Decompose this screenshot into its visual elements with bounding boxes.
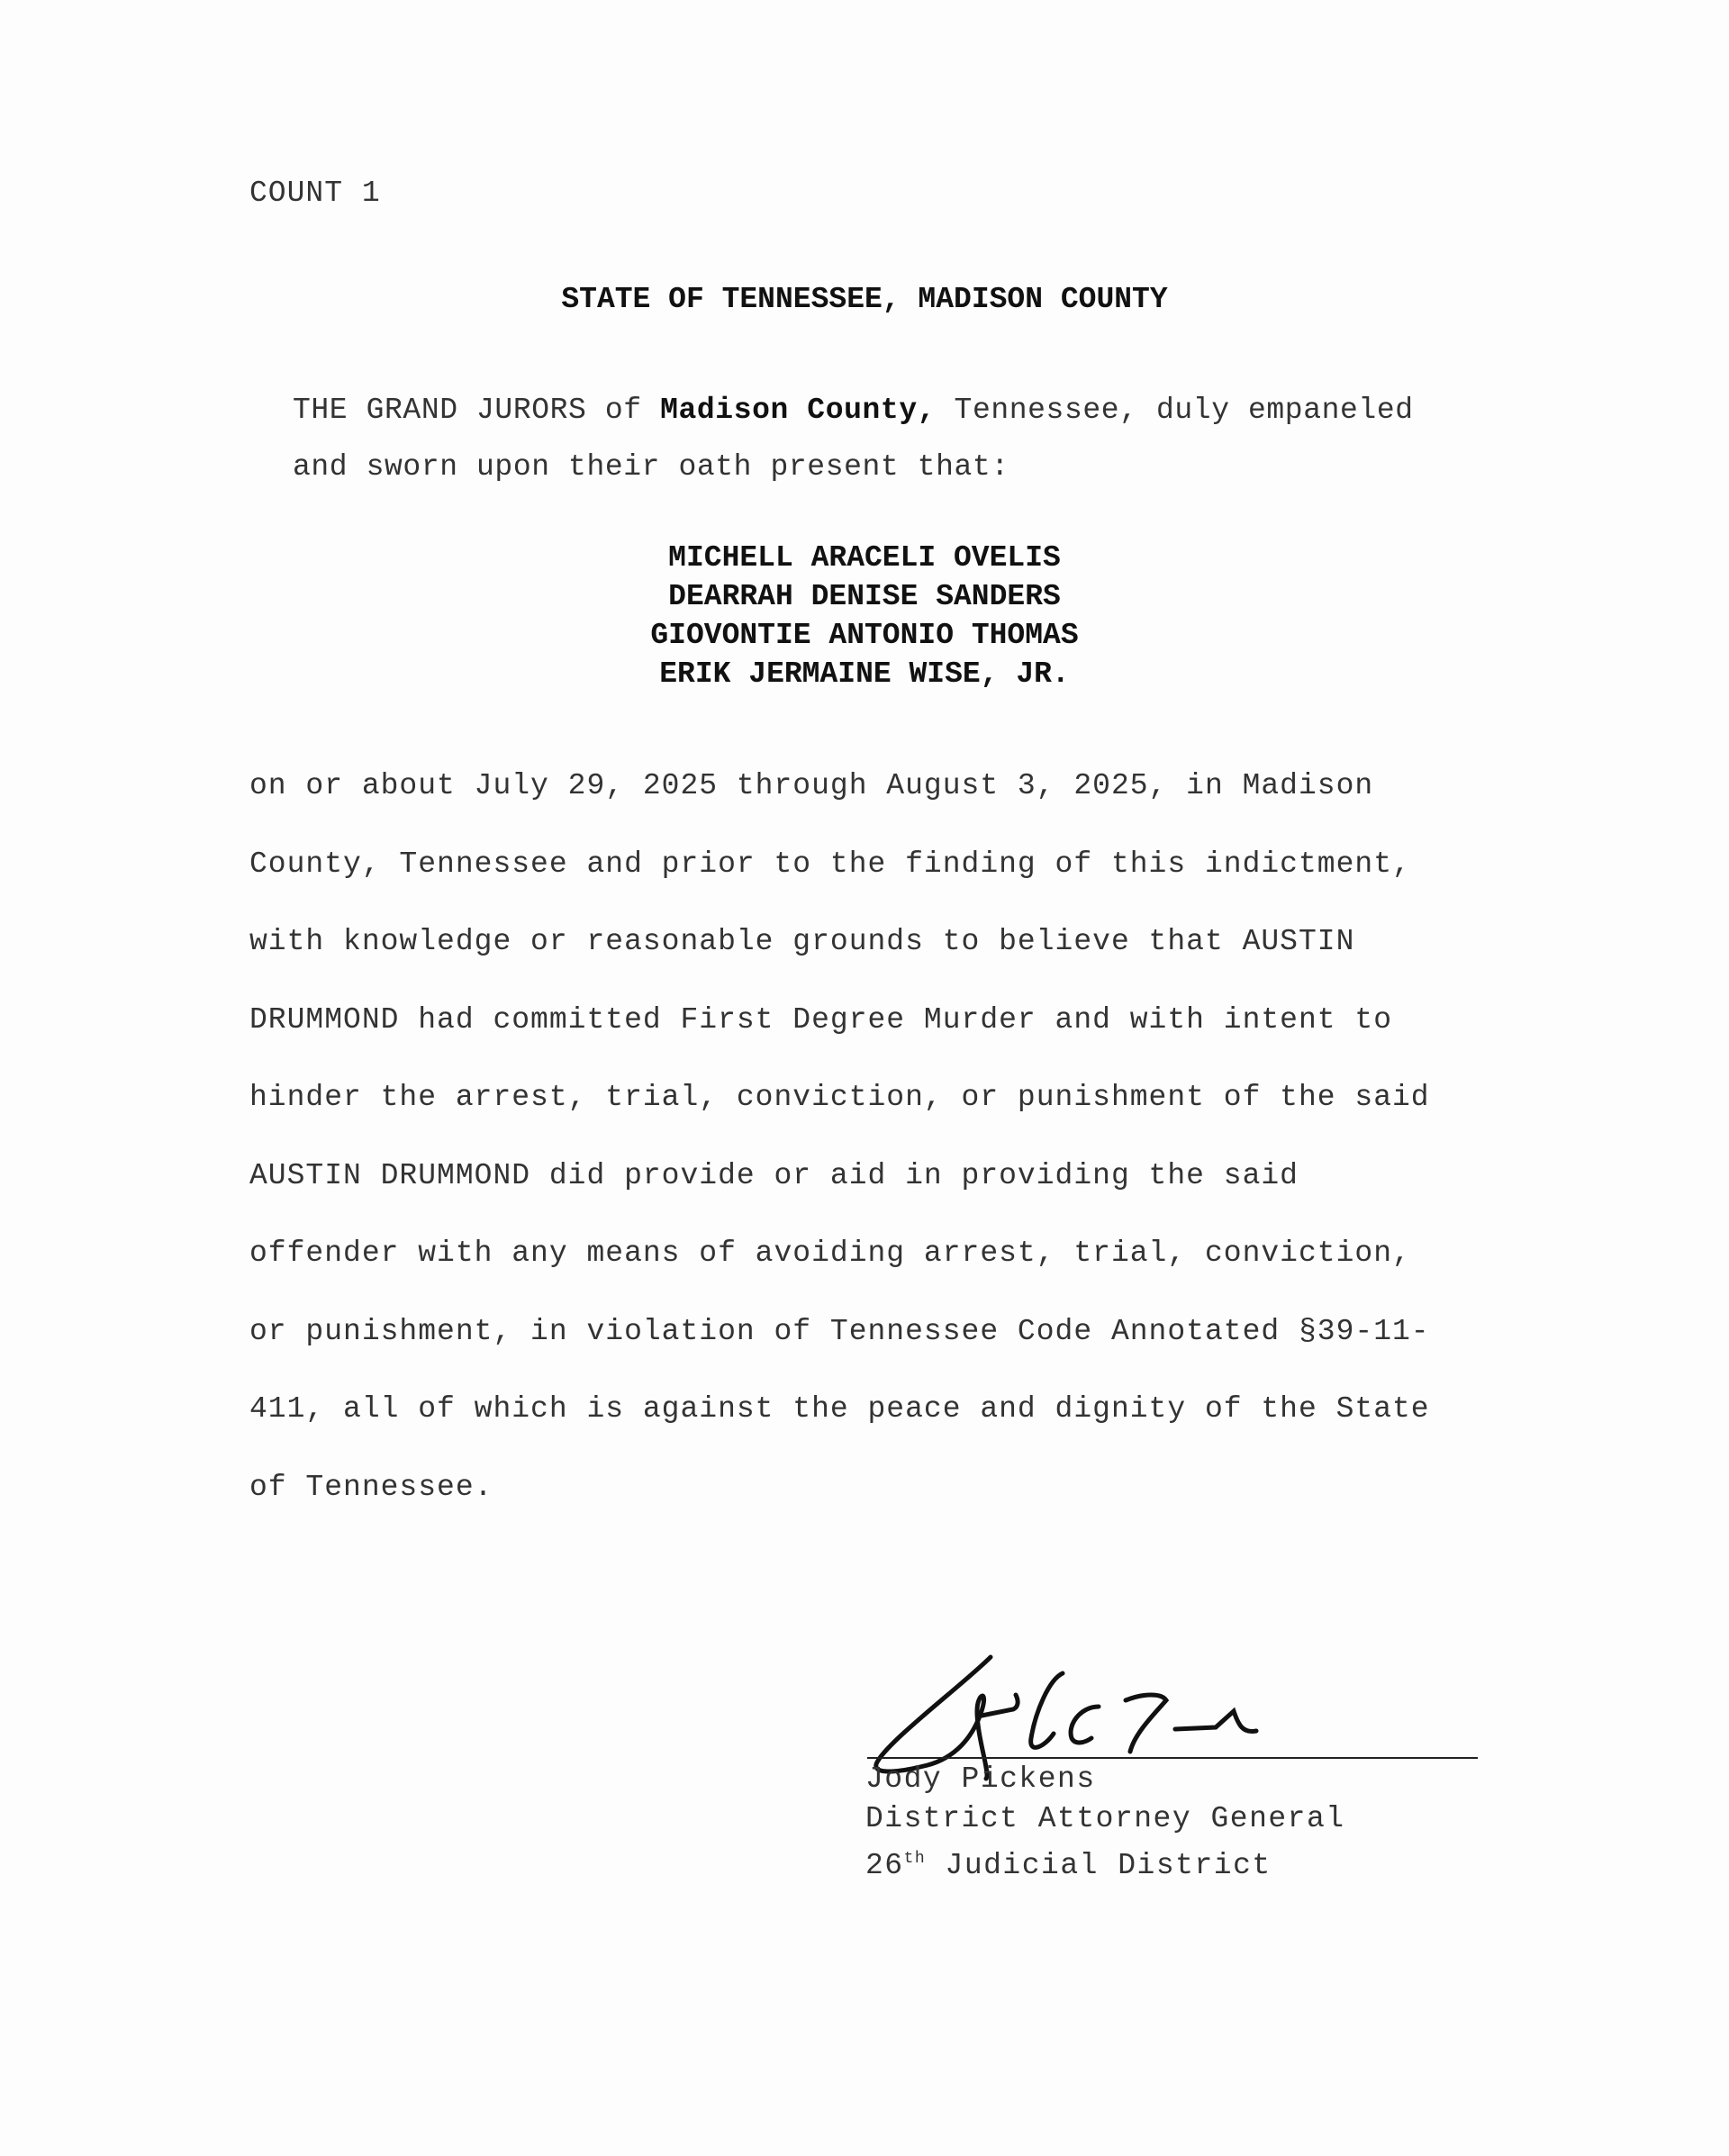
defendant-list xyxy=(0,539,1729,693)
signer-district: 26th Judicial District xyxy=(865,1849,1272,1882)
charge-line: DRUMMOND had committed First Degree Murder and with intent to xyxy=(249,1002,1392,1037)
charge-line: on or about July 29, 2025 through August 3, 2025, in Madison xyxy=(249,769,1374,802)
intro-paragraph xyxy=(293,382,1553,495)
defendant-name: DEARRAH DENISE SANDERS xyxy=(668,580,1061,613)
charge-paragraph xyxy=(249,747,1546,1526)
signer-name: Jody Pickens xyxy=(865,1762,1096,1796)
charge-line: of Tennessee. xyxy=(249,1470,493,1504)
charge-line: County, Tennessee and prior to the finding of this indictment, xyxy=(249,847,1411,881)
intro-county: Madison County, xyxy=(660,394,937,427)
defendant-name: ERIK JERMAINE WISE, JR. xyxy=(659,657,1070,691)
intro-post: Tennessee, duly empaneled xyxy=(936,394,1414,427)
charge-line: offender with any means of avoiding arrest, trial, conviction, xyxy=(249,1237,1411,1270)
intro-line-2: and sworn upon their oath present that: xyxy=(293,450,1009,484)
charge-line: hinder the arrest, trial, conviction, or punishment of the said xyxy=(249,1081,1430,1114)
case-caption: STATE OF TENNESSEE, MADISON COUNTY xyxy=(561,283,1168,316)
charge-line: AUSTIN DRUMMOND did provide or aid in providing the said xyxy=(249,1158,1299,1192)
defendant-name: GIOVONTIE ANTONIO THOMAS xyxy=(650,619,1079,652)
charge-line: with knowledge or reasonable grounds to believe that AUSTIN xyxy=(249,925,1355,958)
signer-title: District Attorney General xyxy=(865,1802,1345,1835)
charge-line: or punishment, in violation of Tennessee Code Annotated §39-11- xyxy=(249,1314,1430,1348)
signature-line xyxy=(867,1757,1478,1759)
signature-block xyxy=(865,1760,1345,1886)
intro-pre: THE GRAND JURORS of xyxy=(293,394,661,427)
defendant-name: MICHELL ARACELI OVELIS xyxy=(668,541,1061,575)
charge-line: 411, all of which is against the peace and dignity of the State xyxy=(249,1392,1430,1426)
count-label: COUNT 1 xyxy=(249,177,381,210)
